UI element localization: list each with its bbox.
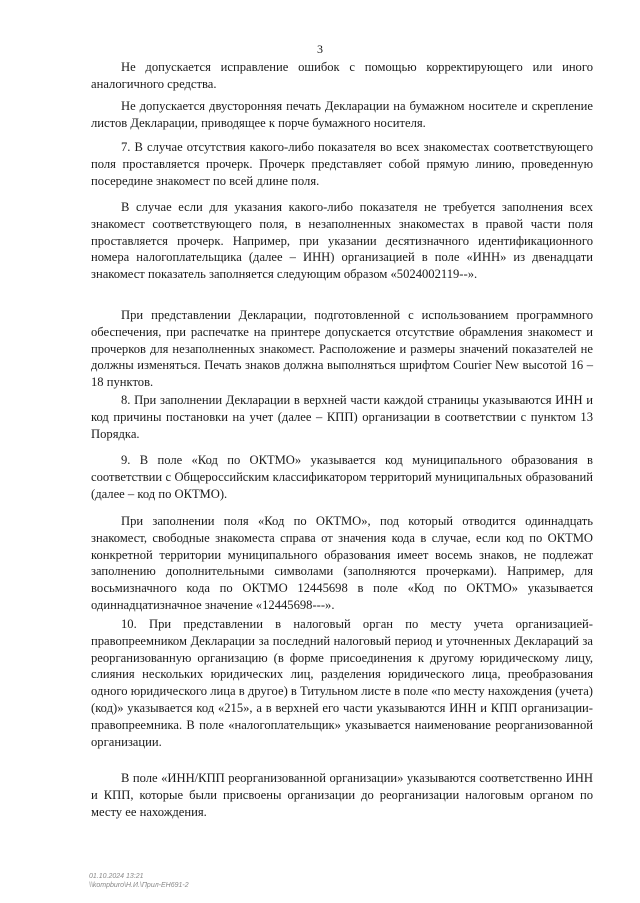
paragraph-correction-ban: Не допускается исправление ошибок с помощью корректирующего или иного аналогичного средства. [91, 60, 593, 91]
paragraph-inn-dashes: В случае если для указания какого-либо показателя не требуется заполнения всех знакомест соответствующего поля, в незаполненных знакоместах в правой части поля проставляется прочерк. Например, при указании десятизначного идентификационного номера налогоплательщика (далее – ИНН) организацией в поле «ИНН» из двенадцати знакомест показатель заполняется следующим образом «5024002119--». [91, 200, 593, 282]
paragraph-oktmo-fill: При заполнении поля «Код по ОКТМО», под который отводится одиннадцать знакомест, свободные знакоместа справа от значения кода в случае, если код по ОКТМО конкретной территории муниципального образования имеет восемь знаков, не подлежат заполнению дополнительными символами (заполняются прочерками). Например, для восьмизначного кода по ОКТМО 12445698 в поле «Код по ОКТМО» указывается одиннадцатизначное значение «12445698---». [91, 514, 593, 612]
footer-timestamp: 01.10.2024 13:21 [89, 873, 144, 880]
paragraph-item-10: 10. При представлении в налоговый орган по месту учета организацией-правопреемником Декларации за последний налоговый период и уточненных Деклараций за реорганизованную организацию (в форме присоединения к другому юридическому лицу, слияния нескольких юридических лиц, разделения юридического лица, преобразования одного юридического лица в другое) в Титульном листе в поле «по месту нахождения (учета) (код)» указывается код «215», а в верхней его части указываются ИНН и КПП организации-правопреемника. В поле «налогоплательщик» указывается наименование реорганизованной организации. [91, 617, 593, 749]
paragraph-duplex-print-ban: Не допускается двусторонняя печать Декларации на бумажном носителе и скрепление листов Декларации, приводящее к порче бумажного носителя. [91, 99, 593, 130]
page-number: 3 [317, 42, 323, 56]
paragraph-item-8: 8. При заполнении Декларации в верхней части каждой страницы указываются ИНН и код причины постановки на учет (далее – КПП) организации в соответствии с пунктом 13 Порядка. [91, 393, 593, 441]
paragraph-item-7: 7. В случае отсутствия какого-либо показателя во всех знакоместах соответствующего поля проставляется прочерк. Прочерк представляет собой прямую линию, проведенную посередине знакомест по всей длине поля. [91, 140, 593, 188]
footer-file-path: \\kompburo\Н.И.\Прил-ЕН691-2 [89, 882, 189, 889]
paragraph-inn-kpp-reorganized: В поле «ИНН/КПП реорганизованной организации» указываются соответственно ИНН и КПП, которые были присвоены организации до реорганизации налоговым органом по месту ее нахождения. [91, 771, 593, 819]
paragraph-software-print: При представлении Декларации, подготовленной с использованием программного обеспечения, при распечатке на принтере допускается отсутствие обрамления знакомест и прочерков для незаполненных знакомест. Расположение и размеры значений показателей не должны изменяться. Печать знаков должна выполняться шрифтом Courier New высотой 16 – 18 пунктов. [91, 308, 593, 390]
paragraph-item-9: 9. В поле «Код по ОКТМО» указывается код муниципального образования в соответствии с Общероссийским классификатором территорий муниципальных образований (далее – код по ОКТМО). [91, 453, 593, 501]
document-footer [89, 872, 189, 890]
